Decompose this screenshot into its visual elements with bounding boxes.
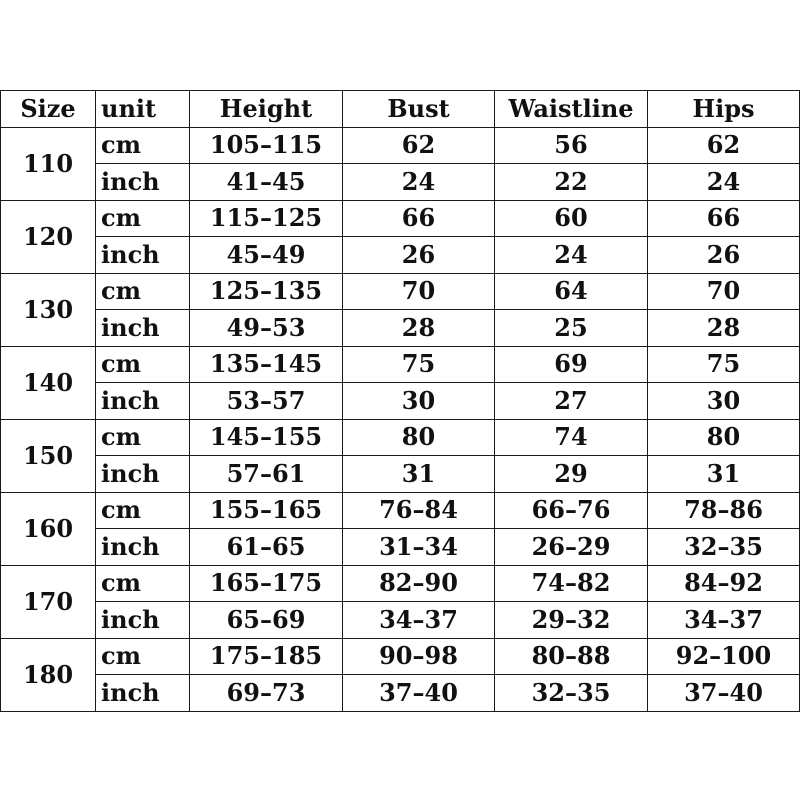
- table-row: [1, 492, 800, 529]
- unit-cell: inch: [96, 383, 190, 420]
- unit-cell: inch: [96, 529, 190, 566]
- bust-cell: 26: [343, 237, 495, 274]
- table-row: [1, 638, 800, 675]
- hips-cell: 30: [648, 383, 800, 420]
- bust-cell: 31–34: [343, 529, 495, 566]
- table-row: [1, 675, 800, 712]
- height-cell: 61–65: [190, 529, 343, 566]
- hips-cell: 26: [648, 237, 800, 274]
- size-cell: 170: [1, 565, 96, 638]
- bust-cell: 24: [343, 164, 495, 201]
- size-cell: 160: [1, 492, 96, 565]
- waistline-cell: 29–32: [495, 602, 648, 639]
- bust-cell: 34–37: [343, 602, 495, 639]
- unit-cell: cm: [96, 200, 190, 237]
- hips-cell: 66: [648, 200, 800, 237]
- table-row: [1, 237, 800, 274]
- bust-cell: 28: [343, 310, 495, 347]
- height-cell: 105–115: [190, 127, 343, 164]
- header-hips: Hips: [648, 91, 800, 128]
- hips-cell: 78–86: [648, 492, 800, 529]
- unit-cell: inch: [96, 456, 190, 493]
- unit-cell: inch: [96, 310, 190, 347]
- hips-cell: 28: [648, 310, 800, 347]
- header-size: Size: [1, 91, 96, 128]
- size-cell: 120: [1, 200, 96, 273]
- unit-cell: cm: [96, 565, 190, 602]
- hips-cell: 75: [648, 346, 800, 383]
- table-row: [1, 127, 800, 164]
- bust-cell: 76–84: [343, 492, 495, 529]
- waistline-cell: 64: [495, 273, 648, 310]
- height-cell: 45–49: [190, 237, 343, 274]
- height-cell: 69–73: [190, 675, 343, 712]
- height-cell: 165–175: [190, 565, 343, 602]
- waistline-cell: 60: [495, 200, 648, 237]
- height-cell: 65–69: [190, 602, 343, 639]
- table-row: [1, 164, 800, 201]
- table-body: [1, 127, 800, 711]
- hips-cell: 32–35: [648, 529, 800, 566]
- height-cell: 145–155: [190, 419, 343, 456]
- waistline-cell: 26–29: [495, 529, 648, 566]
- unit-cell: inch: [96, 602, 190, 639]
- height-cell: 155–165: [190, 492, 343, 529]
- hips-cell: 84–92: [648, 565, 800, 602]
- hips-cell: 24: [648, 164, 800, 201]
- waistline-cell: 66–76: [495, 492, 648, 529]
- unit-cell: inch: [96, 675, 190, 712]
- table-row: [1, 383, 800, 420]
- waistline-cell: 22: [495, 164, 648, 201]
- waistline-cell: 24: [495, 237, 648, 274]
- bust-cell: 30: [343, 383, 495, 420]
- waistline-cell: 69: [495, 346, 648, 383]
- bust-cell: 82–90: [343, 565, 495, 602]
- hips-cell: 80: [648, 419, 800, 456]
- hips-cell: 34–37: [648, 602, 800, 639]
- height-cell: 175–185: [190, 638, 343, 675]
- unit-cell: inch: [96, 164, 190, 201]
- header-unit: unit: [96, 91, 190, 128]
- table-row: [1, 310, 800, 347]
- bust-cell: 75: [343, 346, 495, 383]
- waistline-cell: 32–35: [495, 675, 648, 712]
- hips-cell: 31: [648, 456, 800, 493]
- height-cell: 41–45: [190, 164, 343, 201]
- size-cell: 130: [1, 273, 96, 346]
- waistline-cell: 29: [495, 456, 648, 493]
- unit-cell: cm: [96, 346, 190, 383]
- bust-cell: 66: [343, 200, 495, 237]
- waistline-cell: 80–88: [495, 638, 648, 675]
- header-bust: Bust: [343, 91, 495, 128]
- bust-cell: 80: [343, 419, 495, 456]
- bust-cell: 37–40: [343, 675, 495, 712]
- bust-cell: 31: [343, 456, 495, 493]
- size-cell: 110: [1, 127, 96, 200]
- table-row: [1, 200, 800, 237]
- bust-cell: 90–98: [343, 638, 495, 675]
- size-cell: 140: [1, 346, 96, 419]
- hips-cell: 62: [648, 127, 800, 164]
- waistline-cell: 74: [495, 419, 648, 456]
- waistline-cell: 27: [495, 383, 648, 420]
- size-chart-table: [0, 90, 800, 712]
- table-row: [1, 565, 800, 602]
- unit-cell: cm: [96, 273, 190, 310]
- header-row: [1, 91, 800, 128]
- unit-cell: cm: [96, 638, 190, 675]
- size-cell: 180: [1, 638, 96, 711]
- hips-cell: 37–40: [648, 675, 800, 712]
- height-cell: 49–53: [190, 310, 343, 347]
- header-waistline: Waistline: [495, 91, 648, 128]
- height-cell: 53–57: [190, 383, 343, 420]
- bust-cell: 70: [343, 273, 495, 310]
- table-row: [1, 419, 800, 456]
- unit-cell: cm: [96, 492, 190, 529]
- table-row: [1, 456, 800, 493]
- height-cell: 135–145: [190, 346, 343, 383]
- header-height: Height: [190, 91, 343, 128]
- height-cell: 125–135: [190, 273, 343, 310]
- waistline-cell: 25: [495, 310, 648, 347]
- table-row: [1, 602, 800, 639]
- hips-cell: 70: [648, 273, 800, 310]
- hips-cell: 92–100: [648, 638, 800, 675]
- waistline-cell: 56: [495, 127, 648, 164]
- height-cell: 115–125: [190, 200, 343, 237]
- table-row: [1, 529, 800, 566]
- table-row: [1, 346, 800, 383]
- waistline-cell: 74–82: [495, 565, 648, 602]
- size-cell: 150: [1, 419, 96, 492]
- bust-cell: 62: [343, 127, 495, 164]
- height-cell: 57–61: [190, 456, 343, 493]
- unit-cell: cm: [96, 419, 190, 456]
- unit-cell: cm: [96, 127, 190, 164]
- table-row: [1, 273, 800, 310]
- unit-cell: inch: [96, 237, 190, 274]
